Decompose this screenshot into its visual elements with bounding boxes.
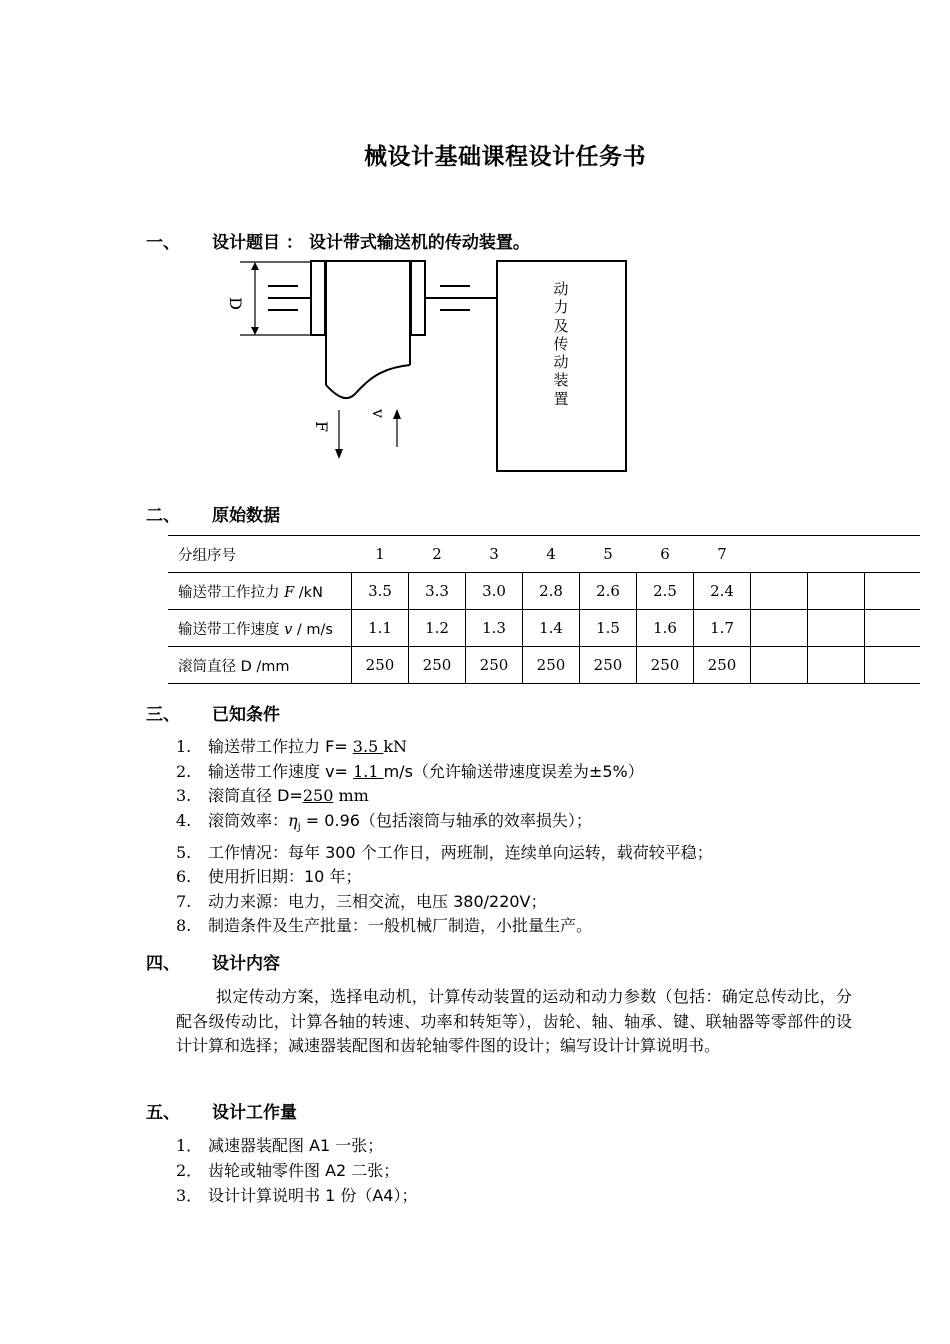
section-label: 已知条件 bbox=[212, 705, 280, 725]
list-item bbox=[176, 841, 713, 866]
row-label-text: 输送带工作拉力 bbox=[178, 584, 285, 601]
section-3-heading bbox=[146, 700, 280, 725]
section-number: 二、 bbox=[146, 506, 180, 526]
list-item bbox=[176, 1158, 417, 1183]
table-cell: 3.5 bbox=[352, 573, 409, 610]
row-label-text: 滚筒直径 D /mm bbox=[178, 658, 290, 675]
section-number: 一、 bbox=[146, 233, 180, 253]
row-label bbox=[168, 610, 352, 647]
item-text: 输送带工作拉力 F= bbox=[208, 737, 353, 756]
item-text: 使用折旧期：10 年； bbox=[208, 867, 362, 887]
list-item bbox=[176, 1133, 417, 1158]
table-cell: 250 bbox=[637, 647, 694, 684]
table-cell bbox=[865, 610, 921, 647]
item-value: 3.5 bbox=[352, 737, 384, 756]
table-cell: 2.4 bbox=[694, 573, 751, 610]
design-content-paragraph: 拟定传动方案，选择电动机，计算传动装置的运动和动力参数（包括：确定总传动比，分配各级传动比，计算各轴的转速、功率和转矩等），齿轮、轴、轴承、键、联轴器等零部件的设计计算和选择；减速器装配图和齿轮轴零件图的设计；编写设计计算说明书。 bbox=[176, 987, 852, 1055]
item-unit: m/s（允许输送带速度误差为±5%） bbox=[383, 761, 644, 781]
table-cell: 2.6 bbox=[580, 573, 637, 610]
box-char: 传 bbox=[553, 334, 569, 353]
list-item bbox=[176, 784, 713, 809]
table-cell: 1.7 bbox=[694, 610, 751, 647]
table-cell: 2.8 bbox=[523, 573, 580, 610]
section-5-heading bbox=[146, 1098, 297, 1123]
item-text: 滚筒直径 D= bbox=[208, 786, 303, 806]
table-cell: 1.3 bbox=[466, 610, 523, 647]
item-text: 工作情况：每年 300 个工作日，两班制，连续单向运转，载荷较平稳； bbox=[208, 842, 713, 862]
list-item bbox=[176, 735, 713, 760]
item-text: 制造条件及生产批量：一般机械厂制造，小批量生产。 bbox=[208, 916, 593, 936]
table-cell bbox=[808, 610, 865, 647]
item-text: 输送带工作速度 v= bbox=[208, 761, 354, 781]
row-label-text: 输送带工作速度 bbox=[178, 621, 285, 638]
table-cell: 1.4 bbox=[523, 610, 580, 647]
table-cell: 2.5 bbox=[637, 573, 694, 610]
table-cell: 1.1 bbox=[352, 610, 409, 647]
eta-subscript: j bbox=[297, 821, 301, 833]
item-number: 3. bbox=[176, 786, 192, 806]
velocity-label: v bbox=[369, 408, 389, 419]
table-cell: 250 bbox=[409, 647, 466, 684]
item-unit: kN bbox=[383, 737, 408, 756]
table-cell: 250 bbox=[352, 647, 409, 684]
section-label: 设计内容 bbox=[212, 954, 280, 974]
item-text: 设计计算说明书 1 份（A4）； bbox=[208, 1186, 418, 1205]
table-cell: 4 bbox=[523, 536, 580, 573]
workload-list bbox=[176, 1133, 417, 1208]
drum-break-curve bbox=[326, 365, 410, 398]
item-text: 滚筒效率： bbox=[208, 810, 289, 830]
section-label: 设计题目 ： 设计带式输送机的传动装置。 bbox=[212, 233, 530, 253]
drum-flange-left bbox=[311, 261, 325, 335]
table-cell bbox=[751, 573, 808, 610]
row-label bbox=[168, 573, 352, 610]
item-text: = 0.96（包括滚筒与轴承的效率损失）； bbox=[300, 810, 592, 830]
box-char: 动 bbox=[553, 280, 569, 298]
item-text: 齿轮或轴零件图 A2 二张； bbox=[208, 1161, 400, 1180]
table-cell bbox=[865, 573, 921, 610]
diameter-label: D bbox=[225, 297, 245, 310]
list-item bbox=[176, 809, 713, 841]
conveyor-diagram bbox=[0, 0, 950, 500]
table-row bbox=[168, 610, 920, 647]
table-cell: 250 bbox=[580, 647, 637, 684]
drum-flange-right bbox=[411, 261, 425, 335]
item-number: 5. bbox=[176, 842, 192, 862]
box-char: 及 bbox=[553, 316, 569, 335]
table-cell bbox=[808, 573, 865, 610]
table-cell: 250 bbox=[694, 647, 751, 684]
table-cell: 2 bbox=[409, 536, 466, 573]
item-value: 1.1 bbox=[353, 761, 384, 781]
item-number: 4. bbox=[176, 810, 192, 830]
section-2-heading bbox=[146, 501, 280, 526]
item-number: 3． bbox=[176, 1186, 203, 1205]
table-row bbox=[168, 647, 920, 684]
section-label: 设计工作量 bbox=[212, 1103, 297, 1123]
section-number: 四、 bbox=[146, 954, 180, 974]
list-item bbox=[176, 760, 713, 785]
list-item bbox=[176, 865, 713, 890]
item-text: 动力来源：电力，三相交流，电压 380/220V； bbox=[208, 891, 547, 911]
section-label: 原始数据 bbox=[212, 506, 280, 526]
item-number: 6. bbox=[176, 867, 192, 887]
box-char: 动 bbox=[553, 353, 569, 372]
item-unit: mm bbox=[333, 786, 369, 806]
table-cell: 5 bbox=[580, 536, 637, 573]
table-cell: 7 bbox=[694, 536, 751, 573]
item-text: 减速器装配图 A1 一张； bbox=[208, 1136, 384, 1155]
box-char: 置 bbox=[553, 389, 569, 408]
eta-symbol: η bbox=[288, 810, 298, 830]
item-number: 8. bbox=[176, 916, 192, 936]
velocity-arrow-head bbox=[393, 409, 401, 419]
item-value: 250 bbox=[302, 786, 334, 806]
row-unit: / m/s bbox=[292, 621, 333, 638]
table-cell bbox=[751, 610, 808, 647]
row-symbol: F bbox=[284, 584, 295, 601]
row-symbol: v bbox=[284, 621, 293, 638]
item-number: 2. bbox=[176, 761, 192, 781]
table-cell: 1 bbox=[352, 536, 409, 573]
table-cell: 1.2 bbox=[409, 610, 466, 647]
table-cell: 3.3 bbox=[409, 573, 466, 610]
table-cell: 3.0 bbox=[466, 573, 523, 610]
table-cell bbox=[865, 647, 921, 684]
list-item bbox=[176, 890, 713, 915]
table-cell bbox=[808, 647, 865, 684]
section-4-heading bbox=[146, 949, 280, 974]
list-item bbox=[176, 1183, 417, 1208]
table-cell: 3 bbox=[466, 536, 523, 573]
table-header-label: 分组序号 bbox=[168, 536, 352, 573]
force-label: F bbox=[312, 420, 332, 433]
raw-data-table bbox=[168, 535, 920, 684]
section-number: 五、 bbox=[146, 1103, 180, 1123]
table-cell bbox=[751, 536, 808, 573]
item-number: 2． bbox=[176, 1161, 203, 1180]
row-label bbox=[168, 647, 352, 684]
table-cell: 6 bbox=[637, 536, 694, 573]
box-char: 力 bbox=[553, 298, 569, 317]
table-cell bbox=[751, 647, 808, 684]
table-row bbox=[168, 573, 920, 610]
table-cell: 1.5 bbox=[580, 610, 637, 647]
dimension-arrow-up bbox=[251, 262, 259, 270]
section-number: 三、 bbox=[146, 705, 180, 725]
power-unit-label bbox=[551, 280, 571, 408]
table-cell: 1.6 bbox=[637, 610, 694, 647]
force-arrow-head bbox=[335, 449, 343, 459]
table-cell bbox=[808, 536, 865, 573]
row-unit: /kN bbox=[294, 584, 323, 601]
table-cell: 250 bbox=[466, 647, 523, 684]
item-number: 1． bbox=[176, 1136, 203, 1155]
table-cell: 250 bbox=[523, 647, 580, 684]
document-title: 械设计基础课程设计任务书 bbox=[364, 144, 646, 170]
table-cell bbox=[865, 536, 921, 573]
dimension-arrow-down bbox=[251, 327, 259, 335]
known-conditions-list bbox=[176, 735, 713, 939]
item-number: 7. bbox=[176, 891, 192, 911]
table-header-row bbox=[168, 536, 920, 573]
item-number: 1. bbox=[176, 737, 192, 756]
box-char: 装 bbox=[553, 371, 569, 390]
list-item bbox=[176, 914, 713, 939]
